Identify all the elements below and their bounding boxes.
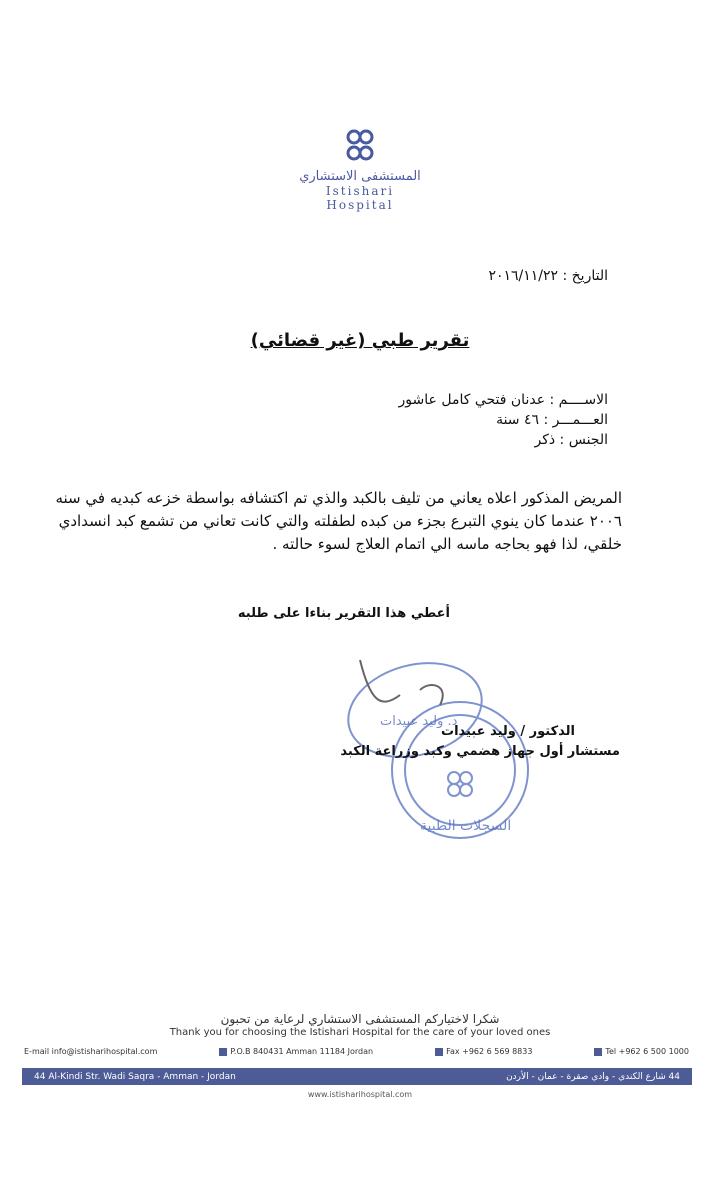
report-body: المريض المذكور اعلاه يعاني من تليف بالكبد والذي تم اكتشافه بواسطة خزعه كبديه في سنه ٢٠٠٦ عندما كان ينوي التبرع بجزء من كبده لطفلته والتي كانت تعاني من تشمع كبد انسدادي خلقي، لذا فهو بحاجه ماسه الي اتمام العلاج لسوء حالته . xyxy=(55,489,622,553)
footer-website[interactable]: www.istisharihospital.com xyxy=(307,1090,413,1099)
address-arabic: 44 شارع الكندي - وادي صقرة - عمان - الأردن xyxy=(506,1071,680,1082)
footer-pobox: P.O.B 840431 Amman 11184 Jordan xyxy=(230,1047,374,1056)
stamp-text-records: السجلات الطبية xyxy=(420,818,512,834)
hospital-logo-icon xyxy=(340,125,380,165)
hospital-logo xyxy=(290,125,430,212)
patient-age: العـــمـــر : ٤٦ سنة xyxy=(496,412,608,428)
footer-fax: Fax +962 6 569 8833 xyxy=(446,1047,533,1056)
footer-address-bar xyxy=(22,1068,692,1085)
footer-contact xyxy=(24,1047,689,1056)
report-title: تقرير طبي (غير قضائي) xyxy=(250,330,470,351)
footer-tel: Tel +962 6 500 1000 xyxy=(605,1047,689,1056)
logo-arabic: المستشفى الاستشاري xyxy=(299,169,421,184)
request-note: أعطي هذا التقرير بناءا على طلبه xyxy=(237,606,450,621)
footer-email[interactable]: E-mail info@istisharihospital.com xyxy=(24,1047,158,1056)
patient-gender: الجنس : ذكر xyxy=(534,432,608,448)
doctor-name: الدكتور / وليد عبيدات xyxy=(441,724,575,739)
patient-name: الاســــم : عدنان فتحي كامل عاشور xyxy=(398,392,608,408)
doctor-title: مستشار أول جهاز هضمي وكبد وزراعة الكبد xyxy=(340,744,620,759)
report-date: التاريخ : ٢٠١٦/١١/٢٢ xyxy=(488,268,608,284)
stamp-text-doctor: د. وليد عبيدات xyxy=(380,714,458,729)
mailbox-icon xyxy=(219,1048,227,1056)
address-english: 44 Al-Kindi Str. Wadi Saqra - Amman - Jordan xyxy=(34,1071,236,1082)
footer-thanks-arabic: شكرا لاختياركم المستشفى الاستشاري لرعاية من تحبون xyxy=(220,1012,500,1026)
phone-icon xyxy=(594,1048,602,1056)
logo-english: Istishari Hospital xyxy=(325,184,395,212)
footer-thanks-english: Thank you for choosing the Istishari Hospital for the care of your loved ones xyxy=(169,1027,551,1038)
fax-icon xyxy=(435,1048,443,1056)
